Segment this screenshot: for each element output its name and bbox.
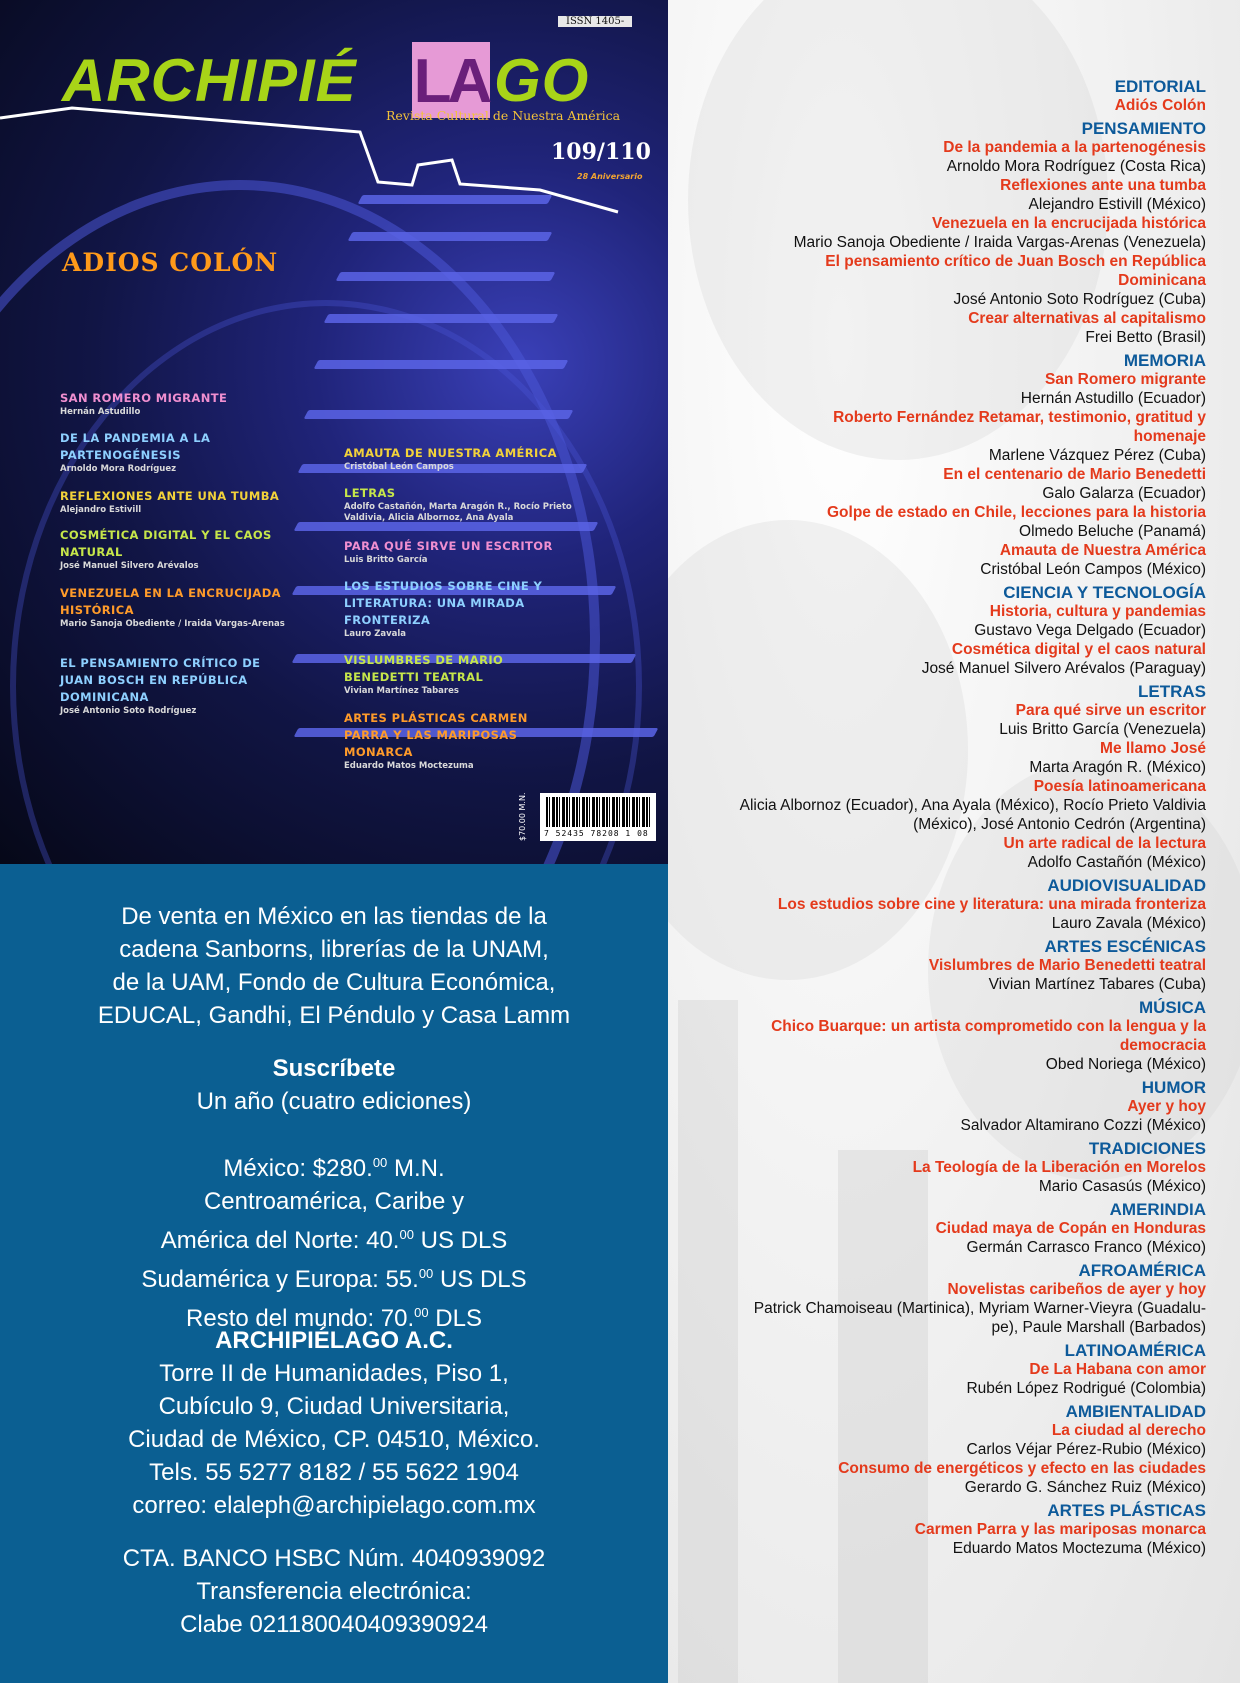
toc-author: pe), Paule Marshall (Barbados) (991, 1319, 1206, 1336)
cover-item-title: DE LA PANDEMIA A LA PARTENOGÉNESIS (60, 431, 211, 462)
toc-author: Gustavo Vega Delgado (Ecuador) (974, 622, 1206, 639)
toc-article-title: Ciudad maya de Copán en Honduras (935, 1220, 1206, 1237)
cover-item (60, 488, 320, 516)
cover-item (60, 527, 300, 572)
toc-author: Marta Aragón R. (México) (1029, 759, 1206, 776)
toc-article-title: Vislumbres de Mario Benedetti teatral (928, 957, 1206, 974)
magazine-subtitle: Revista Cultural de Nuestra América (386, 108, 621, 123)
cover-item-title: LOS ESTUDIOS SOBRE CINE Y LITERATURA: UNA MIRADA FRONTERIZA (344, 579, 543, 627)
cover-item-author: Adolfo Castañón, Marta Aragón R., Rocío Prieto Valdivia, Alicia Albornoz, Ana Ayala (344, 502, 572, 523)
toc-author: Carlos Véjar Pérez-Rubio (México) (966, 1441, 1206, 1458)
toc-author: Olmedo Beluche (Panamá) (1019, 523, 1206, 540)
cover-item-author: Cristóbal León Campos (344, 462, 454, 472)
toc-author: José Antonio Soto Rodríguez (Cuba) (953, 291, 1206, 308)
phone-line: Tels. 55 5277 8182 / 55 5622 1904 (149, 1459, 519, 1486)
toc-article-title: Dominicana (1118, 272, 1206, 289)
cover-item-title: AMAUTA DE NUESTRA AMÉRICA (344, 446, 557, 460)
address-line: Ciudad de México, CP. 04510, México. (128, 1426, 540, 1453)
cover-item-author: Vivian Martínez Tabares (344, 686, 459, 696)
cover-item (344, 485, 584, 524)
cover-item (344, 538, 644, 566)
toc-section-heading: AUDIOVISUALIDAD (1047, 876, 1206, 895)
toc-article-title: Golpe de estado en Chile, lecciones para la historia (826, 504, 1206, 521)
toc-section-heading: PENSAMIENTO (1081, 119, 1206, 138)
issue-number: 109/110 (551, 139, 651, 165)
toc-article-title: Chico Buarque: un artista comprometido con la lengua y la (771, 1018, 1206, 1035)
toc-article-title: Reflexiones ante una tumba (1000, 177, 1206, 194)
toc-author: Cristóbal León Campos (México) (980, 561, 1206, 578)
address-line: Torre II de Humanidades, Piso 1, (159, 1360, 509, 1387)
toc-author: Alicia Albornoz (Ecuador), Ana Ayala (México), Rocío Prieto Valdivia (739, 797, 1206, 814)
toc-article-title: Amauta de Nuestra América (999, 542, 1206, 559)
toc-article-title: Novelistas caribeños de ayer y hoy (947, 1281, 1206, 1298)
toc-author: Salvador Altamirano Cozzi (México) (960, 1117, 1206, 1134)
anniversary-label: 28 Aniversario (577, 172, 643, 181)
cover-item-title: EL PENSAMIENTO CRÍTICO DE JUAN BOSCH EN REPÚBLICA DOMINICANA (60, 656, 261, 704)
subscribe-subtitle: Un año (cuatro ediciones) (196, 1088, 472, 1115)
sale-line: EDUCAL, Gandhi, El Péndulo y Casa Lamm (97, 1002, 571, 1029)
bank-line: Clabe 021180040409390924 (180, 1611, 488, 1638)
logo-text-left: ARCHIPIÉ (62, 47, 357, 114)
cover-item-title: LETRAS (344, 486, 396, 500)
cover-item-author: Lauro Zavala (344, 629, 407, 639)
price-line: Centroamérica, Caribe y (203, 1188, 465, 1215)
toc-author: Lauro Zavala (México) (1051, 915, 1206, 932)
cover-item-title: SAN ROMERO MIGRANTE (60, 391, 228, 405)
cover-item-author: Eduardo Matos Moctezuma (344, 761, 474, 771)
cover-item-title: PARA QUÉ SIRVE UN ESCRITOR (344, 539, 553, 553)
toc-article-title: Venezuela en la encrucijada histórica (932, 215, 1206, 232)
toc-section-heading: AMBIENTALIDAD (1065, 1402, 1206, 1421)
info-panel (0, 864, 668, 1683)
logo-la-block: LA (412, 42, 490, 118)
price-tag (516, 792, 534, 841)
toc-article-title: Historia, cultura y pandemias (989, 603, 1206, 620)
toc-section-heading: ARTES ESCÉNICAS (1044, 937, 1206, 956)
toc-author: Galo Galarza (Ecuador) (1042, 485, 1206, 502)
toc-section-heading: AMERINDIA (1109, 1200, 1206, 1219)
toc-author: Rubén López Rodrigué (Colombia) (966, 1380, 1206, 1397)
toc-author: Hernán Astudillo (Ecuador) (1020, 390, 1206, 407)
toc-article-title: Roberto Fernández Retamar, testimonio, gratitud y (833, 409, 1206, 426)
toc-section-heading: AFROAMÉRICA (1078, 1261, 1206, 1280)
toc-article-title: homenaje (1133, 428, 1206, 445)
barcode-number: 7 52435 78208 1 08 (544, 829, 649, 838)
price-line: América del Norte: 40.00 US DLS (160, 1227, 508, 1254)
toc-article-title: democracia (1119, 1037, 1206, 1054)
toc-section-heading: TRADICIONES (1088, 1139, 1206, 1158)
subscribe-title: Suscríbete (272, 1055, 396, 1082)
cover-item (344, 652, 544, 697)
toc-author: Arnoldo Mora Rodríguez (Costa Rica) (946, 158, 1206, 175)
toc-section-heading: LETRAS (1138, 682, 1206, 701)
toc-author: José Manuel Silvero Arévalos (Paraguay) (921, 660, 1206, 677)
table-of-contents (668, 77, 1206, 1558)
toc-article-title: Adiós Colón (1114, 97, 1206, 114)
toc-article-title: Cosmética digital y el caos natural (951, 641, 1206, 658)
sale-line: de la UAM, Fondo de Cultura Económica, (112, 969, 556, 996)
toc-section-heading: ARTES PLÁSTICAS (1047, 1501, 1206, 1520)
toc-article-title: Consumo de energéticos y efecto en las ciudades (838, 1460, 1206, 1477)
bank-line: CTA. BANCO HSBC Núm. 4040939092 (122, 1545, 546, 1572)
toc-author: Alejandro Estivill (México) (1028, 196, 1206, 213)
cover-item-author: Hernán Astudillo (60, 407, 141, 417)
barcode-bars (546, 797, 650, 827)
cover-item-author: José Manuel Silvero Arévalos (60, 561, 199, 571)
toc-author: Germán Carrasco Franco (México) (966, 1239, 1206, 1256)
toc-article-title: Me llamo José (1100, 740, 1206, 757)
toc-author: Frei Betto (Brasil) (1085, 329, 1206, 346)
cover-item-author: Mario Sanoja Obediente / Iraida Vargas-Arenas (60, 619, 285, 629)
toc-author: Eduardo Matos Moctezuma (México) (952, 1540, 1206, 1557)
toc-article-title: Ayer y hoy (1127, 1098, 1206, 1115)
org-name: ARCHIPIÉLAGO A.C. (215, 1327, 453, 1354)
cover-item-author: José Antonio Soto Rodríguez (60, 706, 197, 716)
bank-line: Transferencia electrónica: (196, 1578, 472, 1605)
cover-item-title: ARTES PLÁSTICAS CARMEN PARRA Y LAS MARIPOSAS MONARCA (344, 711, 528, 759)
toc-article-title: Un arte radical de la lectura (1003, 835, 1206, 852)
cover-item-author: Alejandro Estivill (60, 505, 142, 515)
toc-section-heading: MEMORIA (1123, 351, 1206, 370)
price-line: Resto del mundo: 70.00 DLS (186, 1305, 482, 1332)
cover-item (60, 655, 290, 717)
toc-article-title: La Teología de la Liberación en Morelos (912, 1159, 1206, 1176)
toc-article-title: El pensamiento crítico de Juan Bosch en República (825, 253, 1206, 270)
barcode (540, 793, 656, 841)
toc-article-title: La ciudad al derecho (1051, 1422, 1206, 1439)
toc-author: Obed Noriega (México) (1045, 1056, 1206, 1073)
cover-item-title: VISLUMBRES DE MARIO BENEDETTI TEATRAL (344, 653, 504, 684)
cover-item-title: REFLEXIONES ANTE UNA TUMBA (60, 489, 280, 503)
issn-label: ISSN 1405- (558, 16, 632, 27)
sale-line: cadena Sanborns, librerías de la UNAM, (119, 936, 549, 963)
email-line: correo: elaleph@archipielago.com.mx (132, 1492, 536, 1519)
contents-page (668, 0, 1240, 1683)
toc-section-heading: CIENCIA Y TECNOLOGÍA (1003, 583, 1206, 602)
toc-section-heading: LATINOAMÉRICA (1064, 1341, 1206, 1360)
toc-author: Gerardo G. Sánchez Ruiz (México) (964, 1479, 1206, 1496)
magazine-cover (0, 0, 668, 864)
cover-item (60, 430, 260, 475)
toc-author: Luis Britto García (Venezuela) (999, 721, 1206, 738)
toc-article-title: De la pandemia a la partenogénesis (943, 139, 1206, 156)
cover-item (60, 390, 320, 418)
toc-author: Patrick Chamoiseau (Martinica), Myriam Warner-Vieyra (Guadalu- (753, 1300, 1206, 1317)
cover-item (344, 578, 574, 640)
cover-item-author: Luis Britto García (344, 555, 428, 565)
toc-author: (México), José Antonio Cedrón (Argentina) (913, 816, 1206, 833)
toc-article-title: Carmen Parra y las mariposas monarca (914, 1521, 1206, 1538)
cover-item-author: Arnoldo Mora Rodríguez (60, 464, 177, 474)
cover-item-title: VENEZUELA EN LA ENCRUCIJADA HISTÓRICA (60, 586, 281, 617)
subscription-info (0, 1052, 668, 1118)
toc-author: Adolfo Castañón (México) (1027, 854, 1206, 871)
toc-article-title: Crear alternativas al capitalismo (968, 310, 1206, 327)
organization-info (0, 1324, 668, 1522)
cover-main-title: ADIOS COLÓN (62, 248, 279, 277)
price-line: Sudamérica y Europa: 55.00 US DLS (141, 1266, 527, 1293)
toc-section-heading: MÚSICA (1138, 998, 1206, 1017)
toc-article-title: San Romero migrante (1044, 371, 1206, 388)
address-line: Cubículo 9, Ciudad Universitaria, (158, 1393, 510, 1420)
bank-info (0, 1542, 668, 1641)
toc-article-title: Para qué sirve un escritor (1015, 702, 1206, 719)
toc-section-heading: HUMOR (1141, 1078, 1206, 1097)
price-list (0, 1146, 668, 1335)
cover-item (344, 710, 544, 772)
toc-article-title: De La Habana con amor (1029, 1361, 1206, 1378)
price-line: México: $280.00 M.N. (223, 1155, 445, 1182)
toc-article-title: Poesía latinoamericana (1033, 778, 1206, 795)
sale-info (0, 900, 668, 1032)
toc-section-heading: EDITORIAL (1114, 77, 1206, 96)
toc-author: Mario Casasús (México) (1038, 1178, 1206, 1195)
cover-item (60, 585, 305, 630)
cover-item-title: COSMÉTICA DIGITAL Y EL CAOS NATURAL (60, 528, 272, 559)
toc-author: Mario Sanoja Obediente / Iraida Vargas-Arenas (Venezuela) (793, 234, 1206, 251)
logo-text-right: GO (494, 47, 590, 114)
cover-item (344, 445, 644, 473)
price-tag-text: $70.00 M.N. (518, 792, 527, 841)
sale-line: De venta en México en las tiendas de la (121, 903, 547, 930)
toc-article-title: En el centenario de Mario Benedetti (943, 466, 1206, 483)
toc-article-title: Los estudios sobre cine y literatura: una mirada fronteriza (777, 896, 1206, 913)
toc-author: Vivian Martínez Tabares (Cuba) (988, 976, 1206, 993)
toc-author: Marlene Vázquez Pérez (Cuba) (988, 447, 1206, 464)
